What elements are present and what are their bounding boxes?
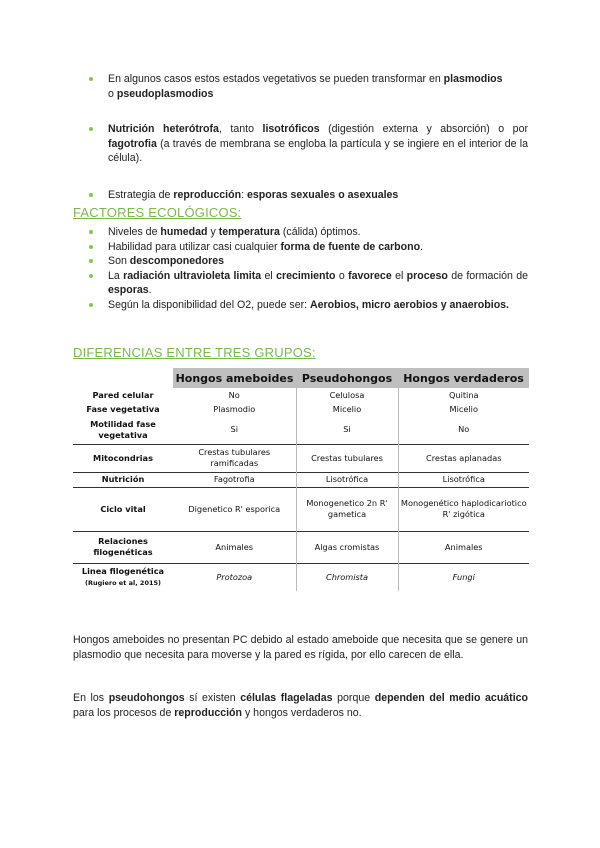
row-label (73, 563, 173, 591)
factors-bullet-list (88, 225, 528, 312)
table-cell: Si (296, 416, 398, 444)
section-title-factores: FACTORES ECOLÓGICOS: (73, 205, 242, 220)
table-cell: No (228, 389, 240, 400)
table-cell: Crestas aplanadas (398, 444, 529, 472)
table-cell: Fungi (398, 563, 529, 591)
list-item: En algunos casos estos estados vegetativos se pueden transformar en plasmodios o pseudoplasmodios (88, 72, 528, 101)
row-label: Relaciones filogenéticas (73, 531, 173, 563)
list-item: Según la disponibilidad del O2, puede ser: Aerobios, micro aerobios y anaerobios. (88, 298, 528, 313)
row-label: Mitocondrias (73, 444, 173, 472)
table-cell: Protozoa (173, 563, 296, 591)
table-row (73, 487, 529, 531)
list-item: La radiación ultravioleta limita el crecimiento o favorece el proceso de formación de esporas. (88, 269, 528, 298)
row-label: Pared celular (92, 389, 154, 400)
row-label: Ciclo vital (73, 487, 173, 531)
list-item: Estrategia de reproducción: esporas sexuales o asexuales (88, 188, 528, 203)
table-cell: Animales (398, 531, 529, 563)
list-item: Son descomponedores (88, 254, 528, 269)
row-label: Fase vegetativa (86, 403, 160, 414)
table-row (73, 531, 529, 563)
list-item: Niveles de humedad y temperatura (cálida) óptimos. (88, 225, 528, 240)
table-cell: Chromista (296, 563, 398, 591)
table-header: Pseudohongos (296, 368, 398, 388)
table-row (73, 388, 529, 402)
row-label-citation: (Rugiero et al, 2015) (84, 578, 161, 587)
table-cell: Celulosa (296, 388, 398, 402)
table-header-empty (73, 368, 173, 388)
table-cell: Crestas tubulares (296, 444, 398, 472)
row-label: Nutrición (73, 472, 173, 487)
table-cell: Monogenetico 2n R' gametica (296, 487, 398, 531)
row-label: Motilidad fase vegetativa (90, 418, 156, 440)
row-label-text: Linea filogenética (81, 565, 165, 576)
table-cell: Si (230, 424, 238, 435)
table-row (73, 472, 529, 487)
table-cell: Micelio (398, 402, 529, 416)
table-cell: Quitina (398, 388, 529, 402)
table-cell: No (398, 416, 529, 444)
top-bullet-list (88, 72, 528, 202)
table-row (73, 416, 529, 444)
section-title-diferencias: DIFERENCIAS ENTRE TRES GRUPOS: (73, 345, 316, 360)
table-cell: Fagotrofia (173, 472, 296, 487)
table-header: Hongos ameboides (173, 368, 296, 388)
table-cell: Digenetico R' esporica (173, 487, 296, 531)
paragraph: En los pseudohongos sí existen células flageladas porque dependen del medio acuático para los procesos de reproducción y hongos verdaderos no. (73, 692, 529, 719)
table-cell: Algas cromistas (296, 531, 398, 563)
table-cell: Monogenético haplodicariotico R' zigótica (398, 487, 529, 531)
table-cell: Crestas tubulares ramificadas (173, 444, 296, 472)
table-cell: Micelio (296, 402, 398, 416)
table-row (73, 402, 529, 416)
table-cell: Lisotrófica (398, 472, 529, 487)
list-item: Habilidad para utilizar casi cualquier forma de fuente de carbono. (88, 240, 528, 255)
table-cell: Animales (173, 531, 296, 563)
comparison-table (73, 368, 529, 591)
list-item: Nutrición heterótrofa, tanto lisotróficos (digestión externa y absorción) o por fagotrofia (a través de membrana se engloba la partícula y se ingiere en el interior de la célula). (88, 122, 528, 166)
table-cell: Lisotrófica (296, 472, 398, 487)
table-cell: Plasmodio (213, 403, 256, 414)
table-row (73, 444, 529, 472)
paragraph: Hongos ameboides no presentan PC debido al estado ameboide que necesita que se genere un plasmodio que necesita para moverse y la pared es rígida, por ello carecen de ella. (73, 634, 528, 661)
table-header: Hongos verdaderos (398, 368, 529, 388)
table-header-row (73, 368, 529, 388)
table-row (73, 563, 529, 591)
